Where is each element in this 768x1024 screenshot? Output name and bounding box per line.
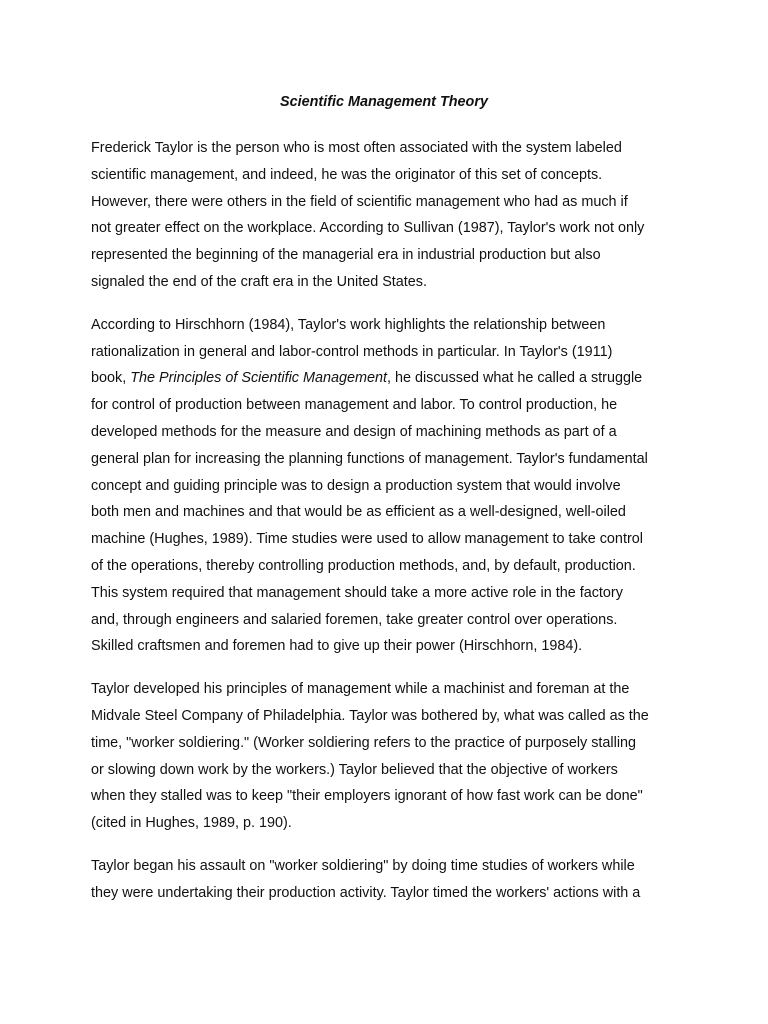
document-title: Scientific Management Theory bbox=[280, 94, 488, 110]
text-line: when they stalled was to keep "their employers ignorant of how fast work can be done" bbox=[91, 788, 643, 805]
text-line: concept and guiding principle was to design a production system that would involve bbox=[91, 477, 621, 494]
text-line-with-book-title bbox=[91, 365, 711, 392]
text-line: signaled the end of the craft era in the United States. bbox=[91, 273, 427, 290]
text-line: time, "worker soldiering." (Worker soldiering refers to the practice of purposely stalling bbox=[91, 734, 637, 751]
text-line: Skilled craftsmen and foremen had to give up their power (Hirschhorn, 1984). bbox=[91, 638, 583, 655]
text-line: they were undertaking their production activity. Taylor timed the workers' actions with a bbox=[91, 884, 641, 901]
text-line: This system required that management should take a more active role in the factory bbox=[91, 584, 623, 601]
text-line: both men and machines and that would be as efficient as a well-designed, well-oiled bbox=[91, 504, 626, 521]
text-line: (cited in Hughes, 1989, p. 190). bbox=[91, 815, 292, 832]
text-line: According to Hirschhorn (1984), Taylor's work highlights the relationship between bbox=[91, 316, 606, 333]
text-line: Midvale Steel Company of Philadelphia. Taylor was bothered by, what was called as the bbox=[91, 707, 649, 724]
text-line: scientific management, and indeed, he was the originator of this set of concepts. bbox=[91, 166, 603, 183]
text-line: or slowing down work by the workers.) Taylor believed that the objective of workers bbox=[91, 761, 618, 778]
book-line-before: book, bbox=[91, 370, 131, 387]
document-body bbox=[91, 135, 711, 923]
text-line: for control of production between management and labor. To control production, he bbox=[91, 397, 618, 414]
book-line-after: , he discussed what he called a struggle bbox=[386, 370, 643, 387]
text-line: Taylor began his assault on "worker soldiering" by doing time studies of workers while bbox=[91, 857, 635, 874]
text-line: rationalization in general and labor-control methods in particular. In Taylor's (1911) bbox=[91, 343, 613, 360]
text-line: not greater effect on the workplace. According to Sullivan (1987), Taylor's work not only bbox=[91, 220, 645, 237]
text-line: However, there were others in the field of scientific management who had as much if bbox=[91, 193, 628, 210]
text-line: and, through engineers and salaried foremen, take greater control over operations. bbox=[91, 611, 618, 628]
text-line: Frederick Taylor is the person who is most often associated with the system labeled bbox=[91, 140, 622, 156]
paragraph-4 bbox=[91, 853, 711, 907]
paragraph-2 bbox=[91, 312, 711, 660]
text-line: of the operations, thereby controlling production methods, and, by default, production. bbox=[91, 557, 636, 574]
text-line: represented the beginning of the managerial era in industrial production but also bbox=[91, 247, 601, 264]
paragraph-3 bbox=[91, 676, 711, 837]
text-line: general plan for increasing the planning functions of management. Taylor's fundamental bbox=[91, 450, 648, 467]
paragraph-1 bbox=[91, 135, 711, 296]
book-title: The Principles of Scientific Management bbox=[130, 370, 387, 387]
text-line: developed methods for the measure and design of machining methods as part of a bbox=[91, 423, 617, 440]
text-line: Taylor developed his principles of management while a machinist and foreman at the bbox=[91, 681, 630, 698]
text-line: machine (Hughes, 1989). Time studies were used to allow management to take control bbox=[91, 531, 643, 548]
